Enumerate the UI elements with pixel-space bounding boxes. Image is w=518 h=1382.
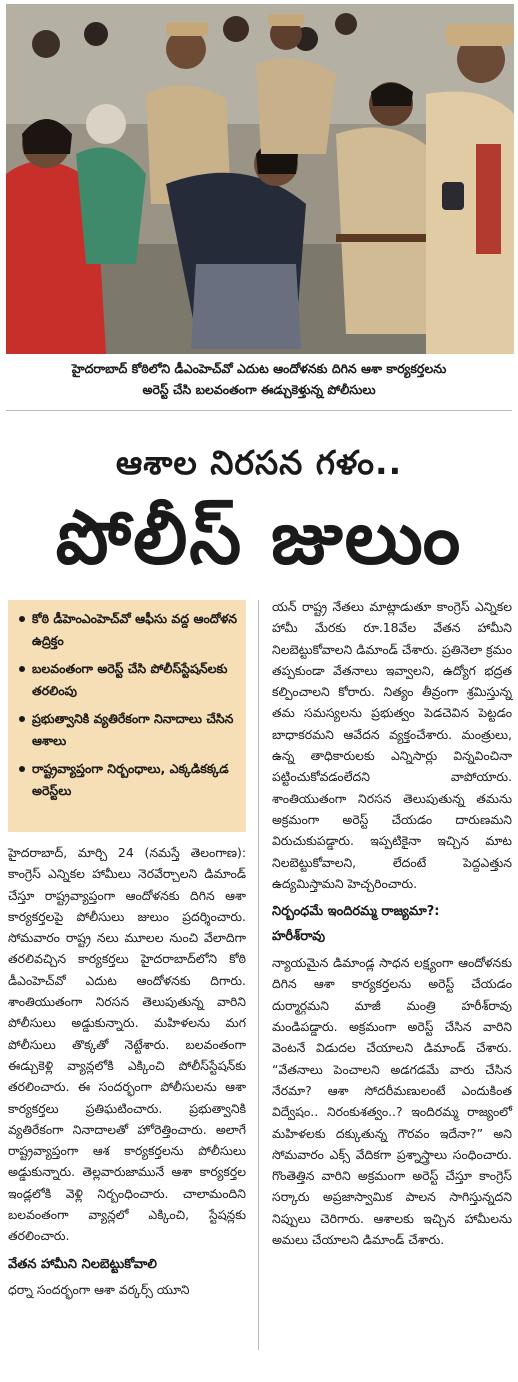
subheading-indiramma: నిర్బంధమే ఇందిరమ్మ రాజ్యమా?:	[272, 904, 440, 920]
protest-photo-icon	[6, 4, 514, 354]
kicker-headline: ఆశాల నిరసన గళం..	[115, 443, 403, 482]
caption-line-2: అరెస్ట్ చేసి బలవంతంగా ఈడ్చుకెళ్తున్న పోలీసులు	[142, 382, 376, 397]
byline-harish-rao: హరీశ్‌రావు	[272, 929, 326, 945]
highlight-item: కోఠి డీహెంఎంహెచ్‌వో ఆఫీసు వద్ద ఆందోళన ఉద్రిక్తం	[18, 608, 238, 652]
subheading-wage-promise: వేతన హామీని నిలబెట్టుకోవాలి	[8, 1256, 157, 1272]
main-headline: పోలీస్ జులుం	[55, 495, 463, 581]
photo-caption	[20, 358, 498, 400]
article-body-right-2: న్యాయమైన డిమాండ్ల సాధన లక్ష్యంగా ఆందోళనకు దిగిన ఆశా కార్యకర్తలను అరెస్ట్ చేయడం దుర్మార్గమని మాజీ మంత్రి హరీశ్‌రావు మండిపడ్డారు. అక్రమంగా అరెస్ట్ చేసిన వారిని వెంటనే విడుదల చేయాలని డిమాండ్ చేశారు. “వేతనాలు పెంచాలని అడగడమే వారు చేసిన నేరమా? ఆశా సోదరీమణులంటే ఎందుకింత విద్వేషం.. నిరంకుశత్వం..? ఇందిరమ్మ రాజ్యంలో మహిళలకు దక్కుతున్న గౌరవం ఇదేనా?” అని సోమవారం ఎక్స్ వేదికగా ప్రశ్నాస్త్రాలు సంధించారు. గొంతెత్తిన వారిని అక్రమంగా అరెస్ట్ చేస్తూ కాంగ్రెస్ సర్కారు అప్రజాస్వామిక పాలన సాగిస్తున్నదని నిప్పులు చెరిగారు. ఆశాలకు ఇచ్చిన హామీలను అమలు చేయాలని డిమాండ్ చేశారు.	[272, 955, 512, 1248]
article-left-column	[8, 842, 246, 1300]
highlight-item: ప్రభుత్వానికి వ్యతిరేకంగా నినాదాలు చేసిన ఆశాలు	[18, 708, 238, 752]
highlight-item: రాష్ట్రవ్యాప్తంగా నిర్బంధాలు, ఎక్కడికక్కడ అరెస్ట్‌లు	[18, 758, 238, 802]
protest-photo	[6, 4, 514, 354]
highlights-list	[18, 608, 238, 802]
caption-line-1: హైదరాబాద్ కోఠిలోని డీఎంహెచ్‌వో ఎదుట ఆందోళనకు దిగిన ఆశా కార్యకర్తలను	[71, 361, 447, 376]
column-divider	[258, 600, 259, 1350]
article-body-left: హైదరాబాద్, మార్చి 24 (నమస్తే తెలంగాణ): కాంగ్రెస్ ఎన్నికల హామీలు నెరవేర్చాలని డిమాండ్ చేస్తూ రాష్ట్రవ్యాప్తంగా ఆందోళనకు దిగిన ఆశా కార్యకర్తలపై పోలీసులు జులుం ప్రదర్శించారు. సోమవారం రాష్ట్ర నలు మూలల నుంచి వేలాదిగా తరలివచ్చిన కార్యకర్తలు హైదరాబాద్‌లోని కోఠి డీఎంహెచ్‌వో ఎదుట ఆందోళనకు దిగారు. శాంతియుతంగా నిరసన తెలుపుతున్న వారిని పోలీసులు అడ్డుకున్నారు. మహిళలను మగ పోలీసులు తొక్కతో నెట్టేశారు. బలవంతంగా ఈడ్చుకెళ్లి వ్యాన్లలోకి ఎక్కించి పోలీస్‌స్టేషన్‌కు తరలించారు. ఈ సందర్భంగా పోలీసులను ఆశా కార్యకర్తలు ప్రతిఘటించారు. ప్రభుత్వానికి వ్యతిరేకంగా నినాదాలతో హోరెత్తించారు. అలాగే రాష్ట్రవ్యాప్తంగా ఆశ కార్యకర్తలను పోలీసులు అడ్డుకున్నారు. తెల్లవారుజామునే ఆశా కార్యకర్తల ఇండ్లలోకి వెళ్లి నిర్బంధించారు. చాలామందిని బలవంతంగా వ్యాన్లలో ఎక్కించి, స్టేషన్లకు తరలించారు.	[8, 845, 246, 1244]
highlights-box	[8, 600, 246, 832]
highlight-item: బలవంతంగా అరెస్ట్ చేసి పోలీస్‌స్టేషన్‌లకు తరలింపు	[18, 658, 238, 702]
caption-divider	[6, 410, 512, 411]
article-right-column	[272, 596, 512, 1250]
article-body-left-tail: ధర్నా సందర్భంగా ఆశా వర్కర్స్ యూని	[8, 1281, 190, 1297]
article-body-right: యన్ రాష్ట్ర నేతలు మాట్లాడుతూ కాంగ్రెస్ ఎన్నికల హామీ మేరకు రూ.18వేల వేతన హామీని నిలబెట్టుకోవాలని డిమాండ్ చేశారు. ప్రతినెలా క్రమం తప్పకుండా వేతనాలు ఇవ్వాలని, ఉద్యోగ భద్రత కల్పించాలని కోరారు. నిత్యం తీవ్రంగా శ్రమిస్తున్న తమ సమస్యలను ప్రభుత్వం పెడచెవిన పెట్టడం బాధాకరమని ఆవేదన వ్యక్తంచేశారు. మంత్రులు, ఉన్న తాధికారులకు ఎన్నిసార్లు విన్నవించినా పట్టించుకోవడంలేదని వాపోయారు. శాంతియుతంగా నిరసన తెలుపుతున్న తమను అక్రమంగా అరెస్ట్ చేయడం దారుణమని విరుచుకుపడ్డారు. ఇప్పటికైనా ఇచ్చిన మాట నిలబెట్టుకోవాలని, లేదంటే పెద్దఎత్తున ఉద్యమిస్తామని హెచ్చరించారు.	[272, 599, 512, 891]
